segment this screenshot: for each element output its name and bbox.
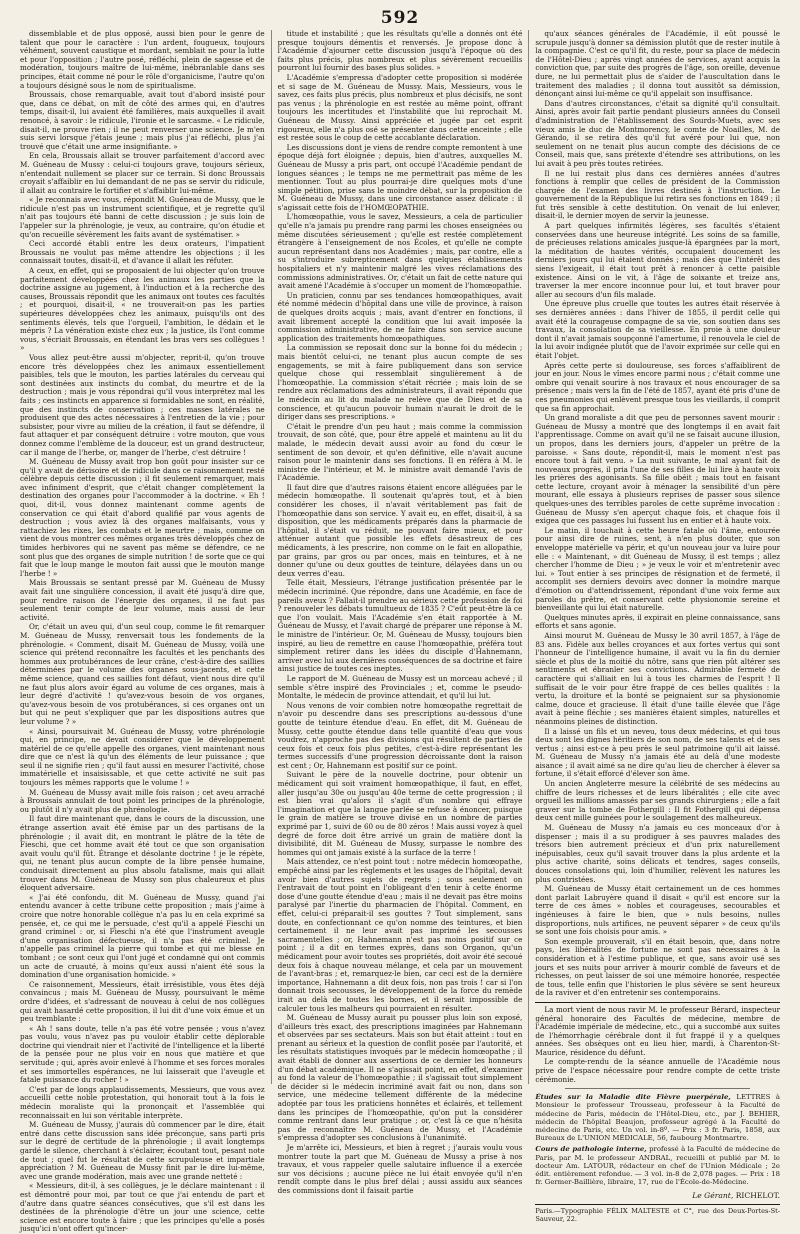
paragraph: Ainsi mourut M. Guéneau de Mussy le 30 avril 1857, à l'âge de 83 ans. Fidèle aux belles croyances et aux fortes vertus qui sont l'honneur de l'intelligence humaine, il avait vu la fin du dernier siècle et plus de la moitié du nôtre, sans que rien pût altérer ses sentiments et ébranler ses convictions. Admirable fermeté de caractère qui s'alliait en lui à tous les charmes de l'esprit ! Il suffisait de le voir pour être frappé de ces belles qualités : la vertu, la droiture et la bonté se peignaient sur sa physionomie calme, douce et gracieuse. Il était d'une taille élevée que l'âge avait à peine fléchie ; ses manières étaient simples, naturelles et néanmoins pleines de distinction. — [535, 630, 781, 726]
paragraph: M. Guéneau de Mussy, j'aurais dû commencer par le dire, était entré dans cette discussion sans idée préconçue, sans parti pris sur le degré de certitude de la phrénologie ; il avait longtemps gardé le silence, cherchant à s'éclairer, écoutant tout, pesant note de tout ; quel fut le résultat de cette scrupuleuse et impartiale appréciation ? M. Guéneau de Mussy finit par le dire lui-même, avec une grande modération, mais avec une grande netteté : — [20, 1120, 265, 1181]
paragraph: Une épreuve plus cruelle que toutes les autres était réservée à ses dernières années : dans l'hiver de 1855, il perdit celle qui avait été la courageuse compagne de sa vie, son soutien dans ses travaux, la consolation de sa vieillesse. En proie à une douleur dont il n'avait jamais soupçonné l'amertume, il renouvela le ciel de la lui avoir indignée plutôt que de l'avoir exprimée sur celle qui en était l'objet. — [535, 299, 781, 360]
paragraph: Le matin, il touchait à cette heure fatale où l'âme, entourée pour ainsi dire de ruines, sent, à n'en plus douter, que son enveloppe matérielle va périr, et qu'un nouveau jour va luire pour elle : « Maintenant, » dit Guéneau de Mussy, il est temps ; allez chercher l'homme de Dieu ; » je veux le voir et m'entretenir avec lui. » Tout entier à ses principes de résignation et de fermeté, il accomplit ses derniers devoirs avec donner la moindre marque d'émotion ou d'attendrissement, répondant d'une voix ferme aux paroles du prêtre, et conservant cette physionomie sereine et bienveillante qui lui était naturelle. — [535, 525, 781, 613]
footer-divider — [535, 1204, 780, 1205]
paragraph: Telle était, Messieurs, l'étrange justification présentée par le médecin incriminé. Que répondre, dans une Académie, en face de pareils aveux ? Fallait-il prendre au sérieux cette profession de foi ? renouveler les débats tumultueux de 1835 ? C'eût peut-être là ce que l'on voulait. Mais l'Académie s'en était rapportée à M. Guéneau de Mussy, et l'avait chargé de préparer une réponse à M. le ministre de l'intérieur. Or, M. Guéneau de Mussy, toujours bien inspiré, au lieu de remettre en cause l'homœopathie, préféra tout simplement retirer dans les idées du disciple d'Hahnemann, arriver avec lui aux dernières conséquences de sa doctrine et faire ainsi justice de toutes ces ineptes. — [277, 578, 523, 674]
paragraph: Il a laissé un fils et un neveu, tous deux médecins, et qui tous deux sont les dignes héritiers de son nom, de ses talents et de ses vertus ; ainsi est-ce à peu près le seul patrimoine qu'il ait laissé. M. Guéneau de Mussy n'a jamais été au delà d'une modeste aisance ; il avait aimé sa ne dire qu'au lieu de chercher à élever sa fortune, il s'était efforcé d'élever son âme. — [535, 726, 781, 779]
ad-body: LETTRES à Monsieur le professeur Trousseau, professeur à la Faculté de médecine de Paris, médecin de l'Hôtel-Dieu, etc., par J. BEHIER, médecin de l'hôpital Beaujon, professeur agrégé à la Faculté de médecine de Paris, etc. Un vol. in-8º. — Prix : 3 fr. Paris, 1858, aux Bureaux de L'UNION MÉDICALE, 56, faubourg Montmartre. — [535, 1093, 781, 1143]
gerant-signature — [535, 1192, 780, 1201]
gerant-name: RICHELOT. — [735, 1191, 781, 1201]
paragraph: « Messieurs, dit-il, à ses collègues, je le déclare maintenant : il est démontré pour moi, par tout ce que j'ai entendu de part et d'autre dans quatre séances consécutives, que s'il est dans les destinées de la phrénologie d'être un jour une science, cette science est encore toute à faire ; que les principes qu'elle a posés jusqu'ici n'ont offert qu'incer- — [20, 1181, 265, 1234]
paragraph: Il faut dire que d'autres raisons étaient encore alléguées par le médecin homœopathe. Il soutenait qu'après tout, et à bien considérer les choses, il n'avait véritablement pas fait de l'homœopathie dans son service. Y avait eu, en effet, disait-il, à sa disposition, que les médicaments préparés dans la pharmacie de l'hôpital, il s'était vu réduit, ne pouvant faire mieux, et pour atténuer autant que possible les effets désastreux de ces médicaments, à les prescrire, non comme on le fait en allopathie, par grains, par gros ou par onces, mais en teintures, et à ne donner qu'une ou deux gouttes de teinture, délayées dans un ou deux verres d'eau. — [277, 482, 523, 578]
paragraph: Vous allez peut-être aussi m'objecter, reprit-il, qu'on trouve encore très développées chez les animaux essentiellement paisibles, tels que le mouton, les parties latérales du cerveau qui sont destinées aux instincts du combat, du meurtre et de la destruction ; mais je vous répondrai qu'il vous interprétez mal les faits ; ces instincts en apparence si formidables ne sont, en réalité, que des instincts de conservation ; ces masses latérales ne produisent que des actes nécessaires à l'entretien de la vie ; pour subsister, pour vivre au milieu de la création, il faut se défendre, il faut attaquer et par conséquent détruire : votre mouton, que vous donnez comme l'emblème de la douceur, est un grand destructeur, car il mange de l'herbe, or, manger de l'herbe, c'est détruire ! — [20, 352, 265, 457]
paragraph: Après cette perte si douloureuse, ses forces s'affaiblirent de jour en jour. Nous le vîmes encore parmi nous ; c'était comme une ombre qui venait sourire à nos travaux et nous encourager de sa présence ; mais vers la fin de l'été de 1857, ayant été pris d'une de ces pneumonies qui enlèvent presque tous les vieillards, il comprit que sa fin approchait. — [535, 360, 781, 413]
printer-imprint: Paris.—Typographie FÉLIX MALTESTE et C°, rue des Deux-Portes-St-Sauveur, 22. — [535, 1207, 781, 1224]
paragraph: A part quelques infirmités légères, ses facultés s'étaient conservées dans une heureuse intégrité. Les soins de sa famille, de précieuses relations amicales jusque-là épargnées par la mort, la méditation de hautes vérités, occupaient doucement les derniers jours qui lui étaient donnés ; mais dès que l'intérêt des siens l'exigeait, il était tout prêt à renoncer à cette paisible existence. Ainsi on le vit, à l'âge de soixante et treize ans, traverser la mer encore inconnue pour lui, et tout braver pour aller au secours d'un fils malade. — [535, 221, 781, 299]
paragraph: Un grand moraliste a dit que peu de personnes savent mourir : Guéneau de Mussy a montré que des longtemps il en avait fait l'apprentissage. Comme on avait qu'il ne se faisait aucune illusion, un propos, dans les derniers jours, d'appeler un prêtre de la paroisse. « Sans doute, répondit-il, mais le moment n'est pas encore tout à fait venu. » La nuit suivante, le mal ayant fait de nouveaux progrès, il pria l'une de ses filles de lui lire à haute voix les prières des agonisants. Sa fille obéit ; mais tout en faisant cette lecture, croyant avoir à ménager la sensibilité d'un père mourant, elle essaya à plusieurs reprises de passer sous silence quelques-unes des terribles paroles de cette suprême invocation : Guéneau de Mussy s'en aperçut chaque fois, et chaque fois il exigea que ces passages lui fussent lus en entier et à haute voix. — [535, 413, 781, 526]
paragraph: Ceci accordé établi entre les deux orateurs, l'impatient Broussais ne voulut pas même attendre les objections ; il les connaissait toutes, disait-il, et d'avance il allait les réfuter. — [20, 239, 265, 266]
paragraph: En cela, Broussais allait se trouver parfaitement d'accord avec M. Guéneau de Mussy : celui-ci toujours grave, toujours sérieux, n'entendait nullement se placer sur ce terrain. Si donc Broussais croyait s'affaiblir en lui demandant de ne pas se servir du ridicule, il allait au contraire le fortifier et s'affaiblir lui-même. — [20, 151, 265, 195]
paragraph: C'est par de longs applaudissements, Messieurs, que vous avez accueilli cette noble protestation, qui honorait tout à la fois le médecin moraliste qui la prononçait et l'assemblée qui reconnaissait en lui son véritable interprète. — [20, 1084, 265, 1120]
column-middle — [271, 29, 529, 1195]
text-columns — [14, 29, 786, 1234]
paragraph: M. Guéneau de Mussy avait trop bon goût pour insister sur ce qu'il y avait de dérisoire et de ridicule dans ce raisonnement resté célèbre depuis cette discussion ; il fit seulement remarquer, mais avec infiniment d'esprit, que c'était changer complètement la destination des organes pour l'accommoder à la doctrine. « Eh ! quoi, dit-il, vous donnez maintenant comme agents de conservation ce qui était d'abord qualifié par vous agents de destruction ; vous aviez là des organes malfaisants, vous y rattachiez les rixes, les combats et le meurtre ; mais, comme on vient de vous montrer ces mêmes organes très développés chez de timides herbivores qui ne savent pas même se défendre, ce ne sont plus que des organes de simple nutrition ! de sorte que ce qui fait que le loup mange le mouton fait aussi que le mouton mange l'herbe ! » — [20, 457, 265, 578]
section-divider — [565, 1088, 750, 1089]
paragraph: Suivant le père de la nouvelle doctrine, pour obtenir un médicament qui soit vraiment homœopathique, il faut, en effet, aller jusqu'au 30e ou jusqu'au 40e terme de cette progression ; il est bien vrai qu'alors il s'agit d'un nombre qui effraye l'imagination et que la langue parlée se refuse à énoncer, puisque le grain de matière se trouve divisé en un nombre de parties exprimé par 1, suivi de 60 ou de 80 zéros ! Mais aussi voyez à quel degré de force doit être arrivé un grain de matière dont la divisibilité, dit M. Guéneau de Mussy, surpasse le nombre des hommes qui ont jamais existé à la surface de la terre ! — [277, 770, 523, 857]
paragraph: Un praticien, connu par ses tendances homœopathiques, avait été nommé médecin d'hôpital dans une ville de province, à raison de quelques droits acquis ; mais, avant d'entrer en fonctions, il avait librement accepté la condition que lui avait imposée la commission administrative, de ne faire dans son service aucune application des traitements homœopathiques. — [277, 290, 523, 343]
paragraph: dissemblable et de plus opposé, aussi bien pour le genre de talent que pour le caractère : l'un ardent, fougueux, toujours véhément, souvent caustique et mordant, semblait ne pour la lutte et pour l'opposition ; l'autre posé, réfléchi, plein de sagesse et de modération, toujours maître de lui-même, inébranlable dans ses principes, était comme né pour le rôle d'organicisme, l'autre qu'on a toujours désigné sous le nom de spiritualisme. — [20, 29, 265, 90]
paragraph: titude et instabilité ; que les résultats qu'elle a donnés ont été presque toujours démentis et renversés. Je propose donc à l'Académie d'ajourner cette discussion jusqu'à l'époque où des faits plus précis, plus nombreux et plus sévèrement recueillis pourront lui fournir des bases plus solides. » — [277, 29, 523, 73]
paragraph: Dans d'autres circonstances, c'était sa dignité qu'il consultait. Ainsi, après avoir fait partie pendant plusieurs années du Conseil d'administration de l'établissement des Sourds-Muets, avec ses vieux amis le duc de Montmorency, le comte de Noailles, M. de Gérando, il se retira dès qu'il fut avéré pour lui que, non seulement on ne tenait plus aucun compte des décisions de ce Conseil, mais que, sans prétexte d'étendre ses attributions, on les lui avait à peu près toutes retirées. — [535, 98, 781, 168]
advertisement — [535, 1145, 780, 1186]
gerant-label: Le Gérant, — [692, 1191, 734, 1201]
paragraph: M. Guéneau de Mussy n'a jamais eu ces monceaux d'or à dispenser ; mais il a su prodiguer à ses pauvres malades des trésors bien autrement précieux et d'un prix naturellement inépuisables, ceux qu'il savait trouver dans la plus ardente et la plus active charité, soins délicats et tendres, sages conseils, douces consolations qui, loin d'humilier, relèvent les natures les plus contristées. — [535, 823, 781, 884]
paragraph: Quelques minutes après, il expirait en pleine connaissance, sans efforts et sans agonie. — [535, 612, 781, 631]
paragraph: qu'aux séances générales de l'Académie, il eût poussé le scrupule jusqu'à donner sa démission plutôt que de rester inutile à la compagnie. C'est ce qu'il fit, du reste, pour sa place de médecin de l'Hôtel-Dieu ; après vingt années de services, ayant acquis la conviction que, par suite des progrès de l'âge, son oreille, devenue dure, ne lui permettait plus de s'aider de l'auscultation dans le traitement des maladies ; il donna tout aussitôt sa démission, dénonçant ainsi lui-même ce qu'il appelait son insuffisance. — [535, 29, 781, 99]
paragraph: Il ne lui restait plus dans ces dernières années d'autres fonctions à remplir que celles de président de la Commission chargée de l'examen des livres destinés à l'instruction. Le gouvernement de la République lui retira ses fonctions en 1849 ; il fut très sensible à cette destitution. On venait de lui enlever, disait-il, le dernier moyen de servir la jeunesse. — [535, 168, 781, 221]
paragraph: Nous venons de voir combien notre homœopathe regrettait de n'avoir pu descendre dans ses prescriptions au-dessous d'une goutte de teinture étendue d'eau. En effet, dit M. Guéneau de Mussy, cette goutte étendue dans telle quantité d'eau que vous voudrez, n'approche pas des divisions qui résultent de parties de ceux fois et ceux fois plus petites, c'est-à-dire représentant les termes successifs d'une progression décroissante dont la raison est cent ; Or, Hahnemann est positif sur ce point. — [277, 700, 523, 770]
paragraph: Un ancien Angleterre mesure la célébrité de ses médecins au chiffre de leurs richesses et de leurs libéralités ; elle cite avec orgueil les millions amassés par ses grands chirurgiens ; elle a fait graver sur la tombe de Fothergill : Il fit Fothergill qui dépensa deux cent mille guinées pour le soulagement des malheureux. — [535, 779, 781, 823]
column-right — [528, 29, 786, 1224]
paragraph: L'homœopathie, vous le savez, Messieurs, a cela de particulier qu'elle n'a jamais pu prendre rang parmi les choses enseignées ou même discutées sérieusement ; qu'elle est restée complètement étrangère à l'enseignement de nos Écoles, et qu'elle ne compte aucun représentant dans nos Académies ; mais, par contre, elle a su s'introduire subrepticement dans quelques établissements hospitaliers et n'y maintenir malgré les vives réclamations des commissions administratives. Or, c'était un fait de cette nature qui avait amené l'Académie à s'occuper un moment de l'homœopathie. — [277, 212, 523, 291]
paragraph: M. Guéneau de Mussy avait mille fois raison ; cet aveu arraché à Broussais annulait de tout point les principes de la phrénologie, ou plutôt il n'y avait plus de phrénologie. — [20, 787, 265, 814]
paragraph: Son exemple prouverait, s'il en était besoin, que, dans notre pays, les libéralités de fortune ne sont pas nécessaires à la considération et à l'estime publique, et que, sans avoir usé ses jours et ses nuits pour arriver à mourir comblé de faveurs et de richesses, on peut laisser de soi une mémoire honorée, respectée de tous, telle enfin que l'historien le plus sévère se sent heureux de la raviver et d'en entretenir ses contemporains. — [535, 936, 781, 998]
paragraph: Je m'arrête ici, Messieurs, et bien à regret ; j'aurais voulu vous montrer toute la part que M. Guéneau de Mussy a prise à nos travaux, et vous rappeler quelle salutaire influence il a exercée sur vos décisions ; aucune pièce ne lui était envoyée qu'il n'en rendît compte dans le plus bref délai ; aussi assidu aux séances des commissions dont il faisait partie — [277, 1143, 523, 1195]
paragraph: M. Guéneau de Mussy aurait pu pousser plus loin son exposé, d'ailleurs très exact, des prescriptions imaginées par Hahnemann et observées par ses sectateurs. Mais son but était atteint : tout en prenant au sérieux et la question de conflit posée par l'autorité, et les résultats statistiques invoqués par le médecin homœopathe ; il avait établi de donner aux assertions de ce dernier les honneurs d'un débat académique. Il ne s'agissait point, en effet, d'examiner au fond la valeur de l'homœopathie ; il s'agissait tout simplement de décider si le médecin incriminé avait fait ou non, dans son service, une médecine tellement différente de la médecine adoptée par tous les praticiens honnêtes et éclairés, et tellement dans les principes de l'homœopathie, qu'on put la considérer comme rentrant dans leur pratique ; or, c'est là ce que n'hésita pas de reconnaître M. Guéneau de Mussy, et l'Académie s'empressa d'adopter ses conclusions à l'unanimité. — [277, 1013, 523, 1143]
column-left — [14, 29, 271, 1234]
paragraph: M. Guéneau de Mussy était certainement un de ces hommes dont parlait Labruyère quand il disait « qu'il est encore sur la terre de ces âmes » nobles et courageuses, secourables et ingénieuses à faire le bien, que » nuls besoins, nulles disproportions, nuls artifices, ne peuvent séparer » de ceux qu'ils se sont une fois choisis pour amis. » — [535, 884, 781, 937]
ad-body: professé à la Faculté de médecine de Paris, par M. le professeur ANDRAL, recueilli et publié par M. le docteur Am. LATOUR, rédacteur en chef de l'Union Médicale ; 2e édit. entièrement refondue. — 3 vol. in-8 de 2,078 pages. — Prix : 18 fr. Germer-Baillière, libraire, 17, rue de l'École-de-Médecine. — [535, 1145, 781, 1187]
section-divider — [535, 1002, 780, 1003]
paragraph: Or, c'était un aveu qui, d'un seul coup, comme le fit remarquer M. Guéneau de Mussy, renversait tous les fondements de la phrénologie. « Comment, disait M. Guéneau de Mussy, voilà une science qui prétend reconnaître les facultés et les penchants des hommes aux protubérances de leur crâne, c'est-à-dire des saillies déterminées par le volume des organes sous-jacents, et cette même science, quand ces saillies font défaut, vient nous dire qu'il ne faut plus alors avoir égard au volume de ces organes, mais à leur degré d'activité ! qu'avez-vous besoin de vos organes, qu'avez-vous besoin de vos protubérances, si ces organes ont un but qui ne peut s'expliquer que par les dispositions autres que leur volume ? » — [20, 622, 265, 726]
paragraph: « Ainsi, poursuivait M. Guéneau de Mussy, votre phrénologie qui, en principe, ne devait considérer que le développement matériel de ce qu'elle appelle des organes, vient maintenant nous dire que ce n'est là qu'un des éléments de leur puissance ; que seul il ne signifie rien ; qu'il faut aussi en mesurer l'activité, chose immatérielle et insaisissable, et que cette activité ne suit pas toujours les mêmes rapports que le volume ! » — [20, 726, 265, 788]
paragraph: Mais Broussais se sentant pressé par M. Guéneau de Mussy avait fait une singulière concession, il avait été jusqu'à dire que, pour rendre raison de l'énergie des organes, il ne faut pas seulement tenir compte de leur volume, mais aussi de leur activité. — [20, 578, 265, 622]
obituary-paragraph: Le compte-rendu de la séance annuelle de l'Académie nous prive de l'espace nécessaire pour rendre compte de cette triste cérémonie. — [535, 1057, 781, 1084]
advertisement — [535, 1093, 780, 1142]
paragraph: « J'ai été confondu, dit M. Guéneau de Mussy, quand j'ai entendu avancer à cette tribune cette proposition ; mais j'aime à croire que notre honorable collègue n'a pas lu en cela exprimé sa pensée, et, ce qui me le persuade, c'est qu'il a appelé Fieschi un grand criminel : or, si Fieschi n'a été que l'instrument aveugle d'une organisation défectueuse, il n'a pas été criminel. Je n'appelle pas criminel la pierre qui tombe et qui me blesse en tombant ; ce sont ceux qui l'ont jugé et condamné qui ont commis un acte de cruauté, à moins qu'eux aussi n'aient été sous la domination d'une organisation homicide. » — [20, 892, 265, 980]
paragraph: A ceux, en effet, qui se proposaient de lui objecter qu'on trouve parfaitement développées chez les animaux les parties que la doctrine assigne au jugement, à l'induction et à la recherche des causes, Broussais répondit que les animaux ont toutes ces facultés ; et pourquoi, disait-il, « ne trouverait-on pas les parties supérieures développées chez les animaux, puisqu'ils ont des sentiments élevés, tels que l'orgueil, l'ambition, le dédain et le mépris ? La vénération existe chez eux ; la justice, ils l'ont comme vous, s'écriait Broussais, en étendant les bras vers ses collègues ! » — [20, 266, 265, 353]
paragraph: Il faut dire maintenant que, dans le cours de la discussion, une étrange assertion avait été émise par un des partisans de la phrénologie ; il avait dit, en montrant le plâtre de la tête de Fieschi, que cet homme avait été tout ce que son organisation avait voulu qu'il fût. Étrange et désolante doctrine ! je le répète, qui, ne tenant plus aucun compte de la libre pensée humaine, conduisait directement au plus absolu fatalisme, mais qui allait trouver dans M. Guéneau de Mussy son plus chaleureux et plus éloquent adversaire. — [20, 814, 265, 893]
paragraph: « Ah ! sans doute, telle n'a pas été votre pensée ; vous n'avez pas voulu, vous n'avez pas pu vouloir établir cette déplorable doctrine qui viendrait nier et l'activité de l'intelligence et la liberté de la pensée pour ne plus voir en nous que matière et que servitude ; qui, après avoir enlevé à l'homme et ses forces morales et ses immortelles espérances, ne lui laisserait que l'aveugle et fatale puissance du rocher ! » — [20, 1023, 265, 1085]
page-number: 592 — [380, 8, 420, 28]
paragraph: L'Académie s'empressa d'adopter cette proposition si modérée et si sage de M. Guéneau de Mussy. Mais, Messieurs, vous le savez, ces faits plus précis, plus nombreux et plus décisifs, ne sont pas venus ; la phrénologie en est restée au même point, offrant toujours les incertitudes et l'instabilité que lui reprochait M. Guéneau de Mussy. Ainsi appréciée et jugée par cet esprit rigoureux, elle n'a plus osé se présenter dans cette enceinte ; elle est restée sous le coup de cette accablante déclaration. — [277, 72, 523, 143]
paragraph: Les discussions dont je viens de rendre compte remontent à une époque déjà fort éloignée ; depuis, bien d'autres, auxquelles M. Guéneau de Mussy a pris part, ont occupé l'Académie pendant de longues séances ; le temps ne me permettrait pas même de les mentionner. Tout au plus pourrai-je dire quelques mots d'une simple pétition, prise sans le moindre débat, sur la proposition de M. Guéneau de Mussy, dans une circonstance assez délicate : il s'agissait cette fois de l'HOMŒOPATHIE. — [277, 142, 523, 212]
paragraph: Broussais, chose remarquable, avait tout d'abord insisté pour que, dans ce débat, on mît de côté des armes qui, en d'autres temps, disait-il, lui avaient été familières, mais auxquelles il avait renoncé, à savoir : le ridicule, l'ironie et le sarcasme. « Le ridicule, disait-il, ne prouve rien ; il ne peut renverser une science. Je m'en suis servi lorsque j'étais jeune ; mais plus j'ai réfléchi, plus j'ai trouvé que c'était une arme insignifiante. » — [20, 90, 265, 151]
paragraph: Ce raisonnement, Messieurs, était irrésistible, vous êtes déjà convaincus ; mais M. Guéneau de Mussy, poursuivant le même ordre d'idées, et s'adressant de nouveau à celui de nos collègues qui avait hasardé cette proposition, il lui dit d'une voix émue et un peu tremblante : — [20, 979, 265, 1024]
paragraph: Le rapport de M. Guéneau de Mussy est un morceau achevé ; il semble s'être inspiré des Provinciales ; et, comme le pseudo-Montalte, le médecin de province attendait, et qu'il lui lut. — [277, 673, 523, 701]
ad-title: Études sur la Maladie dite Fièvre puerpérale, — [535, 1093, 731, 1102]
paragraph: Mais attendez, ce n'est point tout : notre médecin homœopathe, empêché ainsi par les règlements et les usages de l'hôpital, devait avoir bien d'autres sujets de regrets ; sous seulement on l'entravait de tout point en l'obligeant d'en tenir à cette énorme dose d'une goutte étendue d'eau ; mais il ne devait pas être moins paralysé par l'inertie du pharmacien de l'hôpital. Comment, en effet, celui-ci préparait-il ses gouttes ? Tout simplement, sans doute, en confectionnant ce qu'on nomme des teintures, et bien certainement il ne leur avait pas imprimé les secousses sacramentelles ; or, Hahnemann n'est pas moins positif sur ce point ; il a dit en termes exprès, dans son Organon, qu'un médicament pour avoir toutes ses propriétés, doit avoir été secoué deux fois à chaque nouveau mélange, et cela par un mouvement de l'avant-bras ; et, remarquez-le bien, car ceci est de la dernière importance, Hahnemann a dit deux fois, non pas trois ! car si l'on donnait trois secousses, le développement de la force du remède irait au delà de toutes les bornes, et il serait impossible de calculer tous les malheurs qui pourraient en résulter. — [277, 857, 523, 1013]
paragraph: C'était le prendre d'un peu haut ; mais comme la commission trouvait, de son côté, que, pour être appelé et maintenu au lit du malade, le médecin devait aussi avoir au fond du cœur le sentiment de son devoir, et qu'en définitive, elle n'avait aucune raison pour le maintenir dans ses fonctions. Il en référa à M. le ministre de l'intérieur, et M. le ministre avait demandé l'avis de l'Académie. — [277, 421, 523, 483]
paragraph: « Je reconnais avec vous, répondit M. Guéneau de Mussy, que le ridicule n'est pas un instrument scientifique, et je regrette qu'il n'ait pas toujours été banni de cette discussion ; je suis loin de l'appeler sur la phrénologie, je veux, au contraire, qu'on étudie et qu'on recueille sévèrement les faits avant de systématiser. » — [20, 195, 265, 239]
obituary-paragraph: La mort vient de nous ravir M. le professeur Bérard, inspecteur général honoraire des Facultés de médecine, membre de l'Académie impériale de médecine, etc., qui a succombé aux suites de l'hémorrhagie cérébrale dont il fut frappé il y a quelques années. Ses obsèques ont eu lieu hier, mardi, à Charenton-St-Maurice, résidence du défunt. — [535, 1004, 781, 1057]
paragraph: La commission se reposait donc sur la bonne foi du médecin ; mais bientôt celui-ci, ne tenant plus aucun compte de ses engagements, se mit à faire publiquement dans son service quelque chose qui ressemblait singulièrement à de l'homœopathie. La commission s'était récriée ; mais loin de se rendre aux réclamations des administrateurs, il avait répondu que le médecin au lit du malade ne relève que de Dieu et de sa conscience, et qu'aucun pouvoir humain n'aurait le droit de le diriger dans ses prescriptions. » — [277, 343, 523, 422]
ad-title: Cours de pathologie interne, — [535, 1145, 647, 1154]
